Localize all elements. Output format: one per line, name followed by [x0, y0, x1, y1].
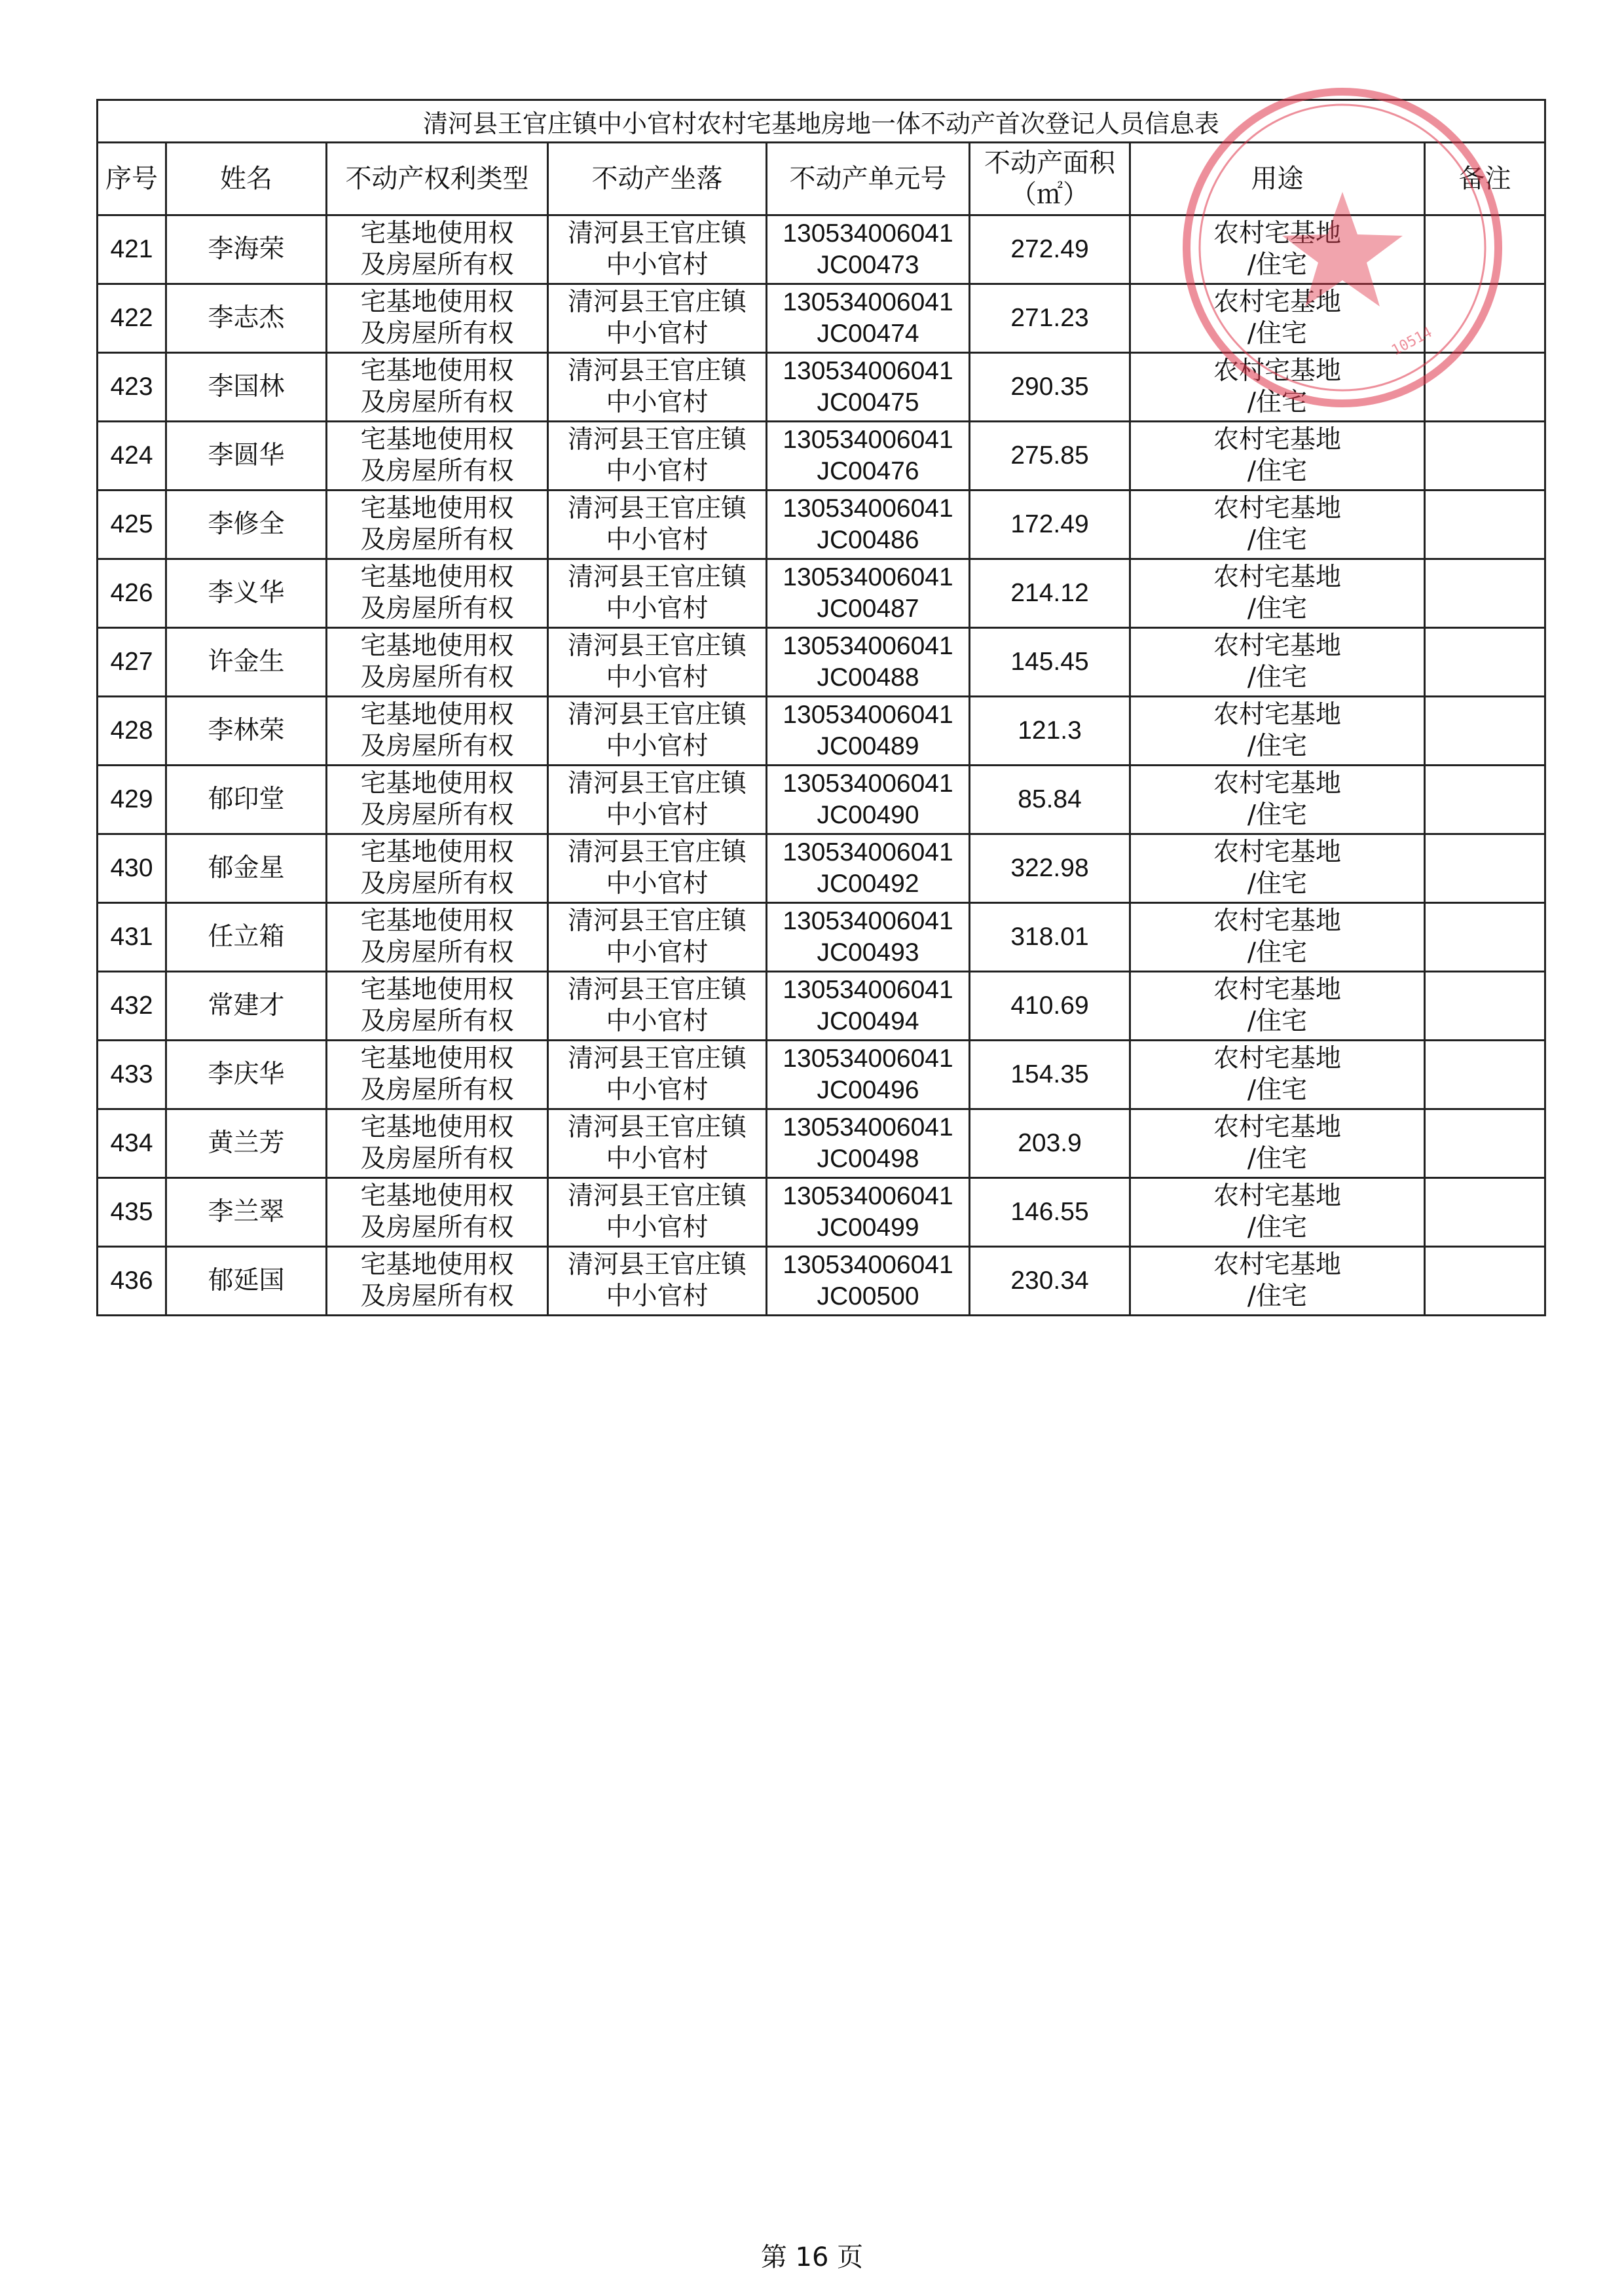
- cell-name: 李国林: [166, 353, 327, 422]
- cell-use: 农村宅基地 /住宅: [1130, 422, 1425, 491]
- cell-location: 清河县王官庄镇 中小官村: [548, 834, 767, 903]
- cell-unit-no: 130534006041 JC00493: [767, 903, 970, 972]
- cell-area: 322.98: [970, 834, 1130, 903]
- cell-area: 214.12: [970, 559, 1130, 628]
- registration-table: [96, 99, 1546, 1316]
- cell-area: 203.9: [970, 1109, 1130, 1178]
- cell-remark: [1425, 766, 1545, 834]
- header-remark: 备注: [1425, 143, 1545, 215]
- cell-remark: [1425, 1109, 1545, 1178]
- cell-right-type: 宅基地使用权 及房屋所有权: [327, 1041, 548, 1109]
- cell-right-type: 宅基地使用权 及房屋所有权: [327, 353, 548, 422]
- table-row: [98, 697, 1545, 766]
- cell-right-type: 宅基地使用权 及房屋所有权: [327, 628, 548, 697]
- cell-remark: [1425, 903, 1545, 972]
- cell-unit-no: 130534006041 JC00499: [767, 1178, 970, 1247]
- cell-right-type: 宅基地使用权 及房屋所有权: [327, 1178, 548, 1247]
- table-row: [98, 215, 1545, 284]
- cell-use: 农村宅基地 /住宅: [1130, 353, 1425, 422]
- cell-use: 农村宅基地 /住宅: [1130, 559, 1425, 628]
- cell-right-type: 宅基地使用权 及房屋所有权: [327, 1109, 548, 1178]
- cell-use: 农村宅基地 /住宅: [1130, 1109, 1425, 1178]
- header-unit-no: 不动产单元号: [767, 143, 970, 215]
- cell-seq: 434: [98, 1109, 166, 1178]
- cell-location: 清河县王官庄镇 中小官村: [548, 766, 767, 834]
- cell-unit-no: 130534006041 JC00490: [767, 766, 970, 834]
- cell-unit-no: 130534006041 JC00498: [767, 1109, 970, 1178]
- table-row: [98, 972, 1545, 1041]
- table-row: [98, 284, 1545, 353]
- header-use: 用途: [1130, 143, 1425, 215]
- cell-remark: [1425, 1041, 1545, 1109]
- cell-name: 任立箱: [166, 903, 327, 972]
- table-row: [98, 491, 1545, 559]
- cell-seq: 427: [98, 628, 166, 697]
- header-seq: 序号: [98, 143, 166, 215]
- cell-right-type: 宅基地使用权 及房屋所有权: [327, 972, 548, 1041]
- cell-seq: 432: [98, 972, 166, 1041]
- cell-area: 410.69: [970, 972, 1130, 1041]
- cell-use: 农村宅基地 /住宅: [1130, 834, 1425, 903]
- cell-location: 清河县王官庄镇 中小官村: [548, 559, 767, 628]
- table-row: [98, 1041, 1545, 1109]
- cell-unit-no: 130534006041 JC00488: [767, 628, 970, 697]
- cell-unit-no: 130534006041 JC00476: [767, 422, 970, 491]
- cell-remark: [1425, 834, 1545, 903]
- table-row: [98, 353, 1545, 422]
- cell-use: 农村宅基地 /住宅: [1130, 491, 1425, 559]
- cell-seq: 435: [98, 1178, 166, 1247]
- cell-area: 271.23: [970, 284, 1130, 353]
- cell-use: 农村宅基地 /住宅: [1130, 215, 1425, 284]
- cell-location: 清河县王官庄镇 中小官村: [548, 1041, 767, 1109]
- table-row: [98, 1247, 1545, 1316]
- cell-remark: [1425, 284, 1545, 353]
- cell-name: 李修全: [166, 491, 327, 559]
- cell-name: 郁印堂: [166, 766, 327, 834]
- cell-unit-no: 130534006041 JC00475: [767, 353, 970, 422]
- cell-seq: 428: [98, 697, 166, 766]
- table-row: [98, 1178, 1545, 1247]
- cell-remark: [1425, 972, 1545, 1041]
- cell-seq: 426: [98, 559, 166, 628]
- cell-right-type: 宅基地使用权 及房屋所有权: [327, 1247, 548, 1316]
- cell-unit-no: 130534006041 JC00500: [767, 1247, 970, 1316]
- cell-use: 农村宅基地 /住宅: [1130, 697, 1425, 766]
- cell-remark: [1425, 353, 1545, 422]
- cell-right-type: 宅基地使用权 及房屋所有权: [327, 422, 548, 491]
- cell-right-type: 宅基地使用权 及房屋所有权: [327, 559, 548, 628]
- cell-use: 农村宅基地 /住宅: [1130, 1247, 1425, 1316]
- cell-name: 郁金星: [166, 834, 327, 903]
- header-location: 不动产坐落: [548, 143, 767, 215]
- header-name: 姓名: [166, 143, 327, 215]
- cell-remark: [1425, 422, 1545, 491]
- cell-area: 272.49: [970, 215, 1130, 284]
- cell-name: 郁延国: [166, 1247, 327, 1316]
- cell-unit-no: 130534006041 JC00473: [767, 215, 970, 284]
- cell-location: 清河县王官庄镇 中小官村: [548, 697, 767, 766]
- cell-location: 清河县王官庄镇 中小官村: [548, 422, 767, 491]
- cell-seq: 429: [98, 766, 166, 834]
- cell-area: 85.84: [970, 766, 1130, 834]
- cell-unit-no: 130534006041 JC00487: [767, 559, 970, 628]
- cell-seq: 421: [98, 215, 166, 284]
- cell-right-type: 宅基地使用权 及房屋所有权: [327, 834, 548, 903]
- cell-right-type: 宅基地使用权 及房屋所有权: [327, 766, 548, 834]
- cell-use: 农村宅基地 /住宅: [1130, 628, 1425, 697]
- cell-seq: 422: [98, 284, 166, 353]
- cell-area: 230.34: [970, 1247, 1130, 1316]
- table-row: [98, 903, 1545, 972]
- cell-unit-no: 130534006041 JC00486: [767, 491, 970, 559]
- cell-seq: 433: [98, 1041, 166, 1109]
- cell-seq: 424: [98, 422, 166, 491]
- cell-use: 农村宅基地 /住宅: [1130, 766, 1425, 834]
- cell-right-type: 宅基地使用权 及房屋所有权: [327, 215, 548, 284]
- cell-area: 121.3: [970, 697, 1130, 766]
- cell-use: 农村宅基地 /住宅: [1130, 284, 1425, 353]
- cell-use: 农村宅基地 /住宅: [1130, 903, 1425, 972]
- cell-name: 李海荣: [166, 215, 327, 284]
- cell-right-type: 宅基地使用权 及房屋所有权: [327, 697, 548, 766]
- cell-remark: [1425, 215, 1545, 284]
- table-row: [98, 766, 1545, 834]
- cell-seq: 430: [98, 834, 166, 903]
- cell-area: 318.01: [970, 903, 1130, 972]
- seal-number: 10514: [1389, 324, 1435, 360]
- cell-area: 290.35: [970, 353, 1130, 422]
- cell-use: 农村宅基地 /住宅: [1130, 972, 1425, 1041]
- cell-location: 清河县王官庄镇 中小官村: [548, 903, 767, 972]
- cell-location: 清河县王官庄镇 中小官村: [548, 1247, 767, 1316]
- cell-location: 清河县王官庄镇 中小官村: [548, 353, 767, 422]
- cell-remark: [1425, 559, 1545, 628]
- header-area: 不动产面积（㎡）: [970, 143, 1130, 215]
- table-row: [98, 559, 1545, 628]
- cell-location: 清河县王官庄镇 中小官村: [548, 491, 767, 559]
- cell-location: 清河县王官庄镇 中小官村: [548, 1178, 767, 1247]
- cell-location: 清河县王官庄镇 中小官村: [548, 215, 767, 284]
- cell-location: 清河县王官庄镇 中小官村: [548, 284, 767, 353]
- cell-seq: 436: [98, 1247, 166, 1316]
- cell-use: 农村宅基地 /住宅: [1130, 1178, 1425, 1247]
- cell-seq: 425: [98, 491, 166, 559]
- cell-area: 146.55: [970, 1178, 1130, 1247]
- table-row: [98, 1109, 1545, 1178]
- cell-seq: 431: [98, 903, 166, 972]
- cell-location: 清河县王官庄镇 中小官村: [548, 972, 767, 1041]
- cell-name: 李庆华: [166, 1041, 327, 1109]
- cell-seq: 423: [98, 353, 166, 422]
- table-row: [98, 628, 1545, 697]
- cell-remark: [1425, 1247, 1545, 1316]
- cell-unit-no: 130534006041 JC00492: [767, 834, 970, 903]
- cell-name: 常建才: [166, 972, 327, 1041]
- cell-remark: [1425, 697, 1545, 766]
- table-row: [98, 422, 1545, 491]
- cell-name: 许金生: [166, 628, 327, 697]
- cell-remark: [1425, 491, 1545, 559]
- cell-area: 145.45: [970, 628, 1130, 697]
- cell-remark: [1425, 628, 1545, 697]
- table-title: 清河县王官庄镇中小官村农村宅基地房地一体不动产首次登记人员信息表: [98, 100, 1545, 143]
- cell-remark: [1425, 1178, 1545, 1247]
- cell-right-type: 宅基地使用权 及房屋所有权: [327, 903, 548, 972]
- cell-unit-no: 130534006041 JC00489: [767, 697, 970, 766]
- header-right-type: 不动产权利类型: [327, 143, 548, 215]
- cell-name: 李林荣: [166, 697, 327, 766]
- cell-name: 李圆华: [166, 422, 327, 491]
- cell-use: 农村宅基地 /住宅: [1130, 1041, 1425, 1109]
- cell-name: 李志杰: [166, 284, 327, 353]
- cell-area: 154.35: [970, 1041, 1130, 1109]
- cell-unit-no: 130534006041 JC00494: [767, 972, 970, 1041]
- table-row: [98, 834, 1545, 903]
- cell-location: 清河县王官庄镇 中小官村: [548, 1109, 767, 1178]
- page-number: 第 16 页: [760, 2242, 864, 2272]
- cell-unit-no: 130534006041 JC00474: [767, 284, 970, 353]
- cell-name: 黄兰芳: [166, 1109, 327, 1178]
- cell-unit-no: 130534006041 JC00496: [767, 1041, 970, 1109]
- cell-right-type: 宅基地使用权 及房屋所有权: [327, 284, 548, 353]
- cell-area: 172.49: [970, 491, 1130, 559]
- cell-right-type: 宅基地使用权 及房屋所有权: [327, 491, 548, 559]
- cell-area: 275.85: [970, 422, 1130, 491]
- cell-name: 李义华: [166, 559, 327, 628]
- cell-location: 清河县王官庄镇 中小官村: [548, 628, 767, 697]
- cell-name: 李兰翠: [166, 1178, 327, 1247]
